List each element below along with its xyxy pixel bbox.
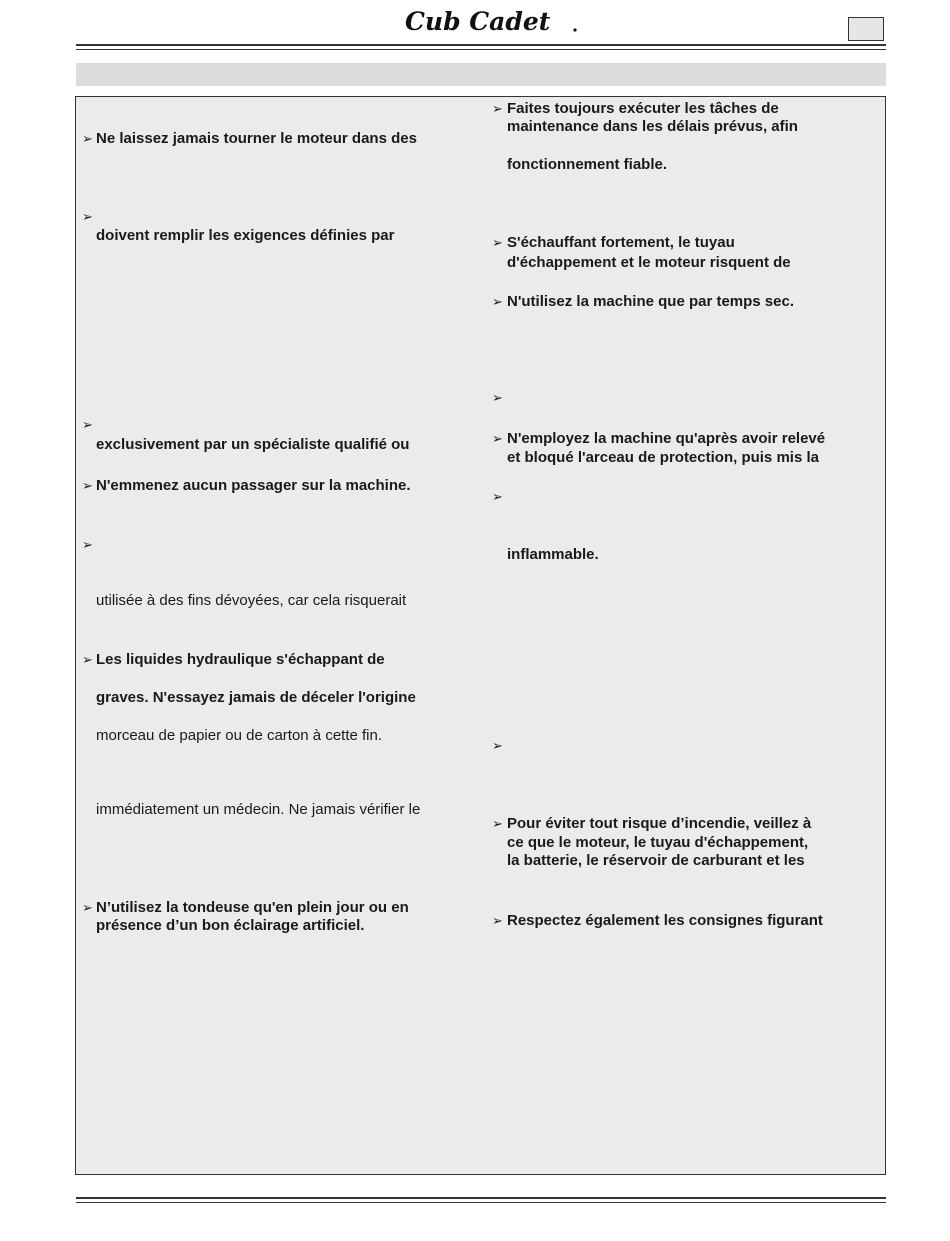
safety-text-line: présence d’un bon éclairage artificiel. <box>96 917 365 934</box>
bullet-arrow-icon: ➢ <box>492 101 503 116</box>
bullet-arrow-icon: ➢ <box>492 489 503 504</box>
safety-text-line: ce que le moteur, le tuyau d'échappement, <box>507 834 809 851</box>
safety-text-line: Respectez également les consignes figurant <box>507 912 823 929</box>
bullet-arrow-icon: ➢ <box>82 478 93 493</box>
footer-rule-thin <box>76 1202 886 1203</box>
logo <box>403 6 579 36</box>
safety-text-line: N’utilisez la tondeuse qu'en plein jour ou en <box>96 899 409 916</box>
bullet-arrow-icon: ➢ <box>492 431 503 446</box>
bullet-arrow-icon: ➢ <box>492 294 503 309</box>
page-number-box <box>848 17 884 41</box>
header-rule <box>76 44 886 46</box>
safety-text-line: maintenance dans les délais prévus, afin <box>507 118 798 135</box>
bullet-arrow-icon: ➢ <box>492 816 503 831</box>
safety-text-line: immédiatement un médecin. Ne jamais vérifier le <box>96 801 421 818</box>
bullet-arrow-icon: ➢ <box>82 900 93 915</box>
bullet-arrow-icon: ➢ <box>492 913 503 928</box>
bullet-arrow-icon: ➢ <box>492 390 503 405</box>
safety-text-line: Ne laissez jamais tourner le moteur dans des <box>96 130 417 147</box>
safety-text-line: doivent remplir les exigences définies par <box>96 227 395 244</box>
safety-text-line: utilisée à des fins dévoyées, car cela risquerait <box>96 592 407 609</box>
safety-text-line: Les liquides hydraulique s'échappant de <box>96 651 385 668</box>
safety-text-line: Pour éviter tout risque d’incendie, veillez à <box>507 815 812 832</box>
safety-text-line: exclusivement par un spécialiste qualifié ou <box>96 436 410 453</box>
bullet-arrow-icon: ➢ <box>492 235 503 250</box>
bullet-arrow-icon: ➢ <box>82 417 93 432</box>
safety-text-line: d'échappement et le moteur risquent de <box>507 254 791 271</box>
section-title-band <box>76 63 886 86</box>
header-rule-thin <box>76 49 886 50</box>
safety-text-line: morceau de papier ou de carton à cette fin. <box>96 727 383 744</box>
safety-text-line: fonctionnement fiable. <box>507 156 668 173</box>
safety-text-line: graves. N'essayez jamais de déceler l'origine <box>96 689 416 706</box>
logo-text: Cub Cadet <box>405 7 551 36</box>
safety-text-line: inflammable. <box>507 546 599 563</box>
bullet-arrow-icon: ➢ <box>492 738 503 753</box>
bullet-arrow-icon: ➢ <box>82 209 93 224</box>
footer-rule <box>76 1197 886 1199</box>
safety-text-line: S'échauffant fortement, le tuyau <box>507 234 735 251</box>
safety-text-line: la batterie, le réservoir de carburant et les <box>507 852 805 869</box>
safety-text-line: N'employez la machine qu'après avoir relevé <box>507 430 826 447</box>
bullet-arrow-icon: ➢ <box>82 652 93 667</box>
safety-text-line: N'emmenez aucun passager sur la machine. <box>96 477 411 494</box>
safety-text-line: N'utilisez la machine que par temps sec. <box>507 293 794 310</box>
safety-text-line: et bloqué l'arceau de protection, puis mis la <box>507 449 819 466</box>
bullet-arrow-icon: ➢ <box>82 131 93 146</box>
cub-cadet-logo-icon <box>403 6 579 36</box>
bullet-arrow-icon: ➢ <box>82 537 93 552</box>
safety-text-line: Faites toujours exécuter les tâches de <box>507 100 779 117</box>
